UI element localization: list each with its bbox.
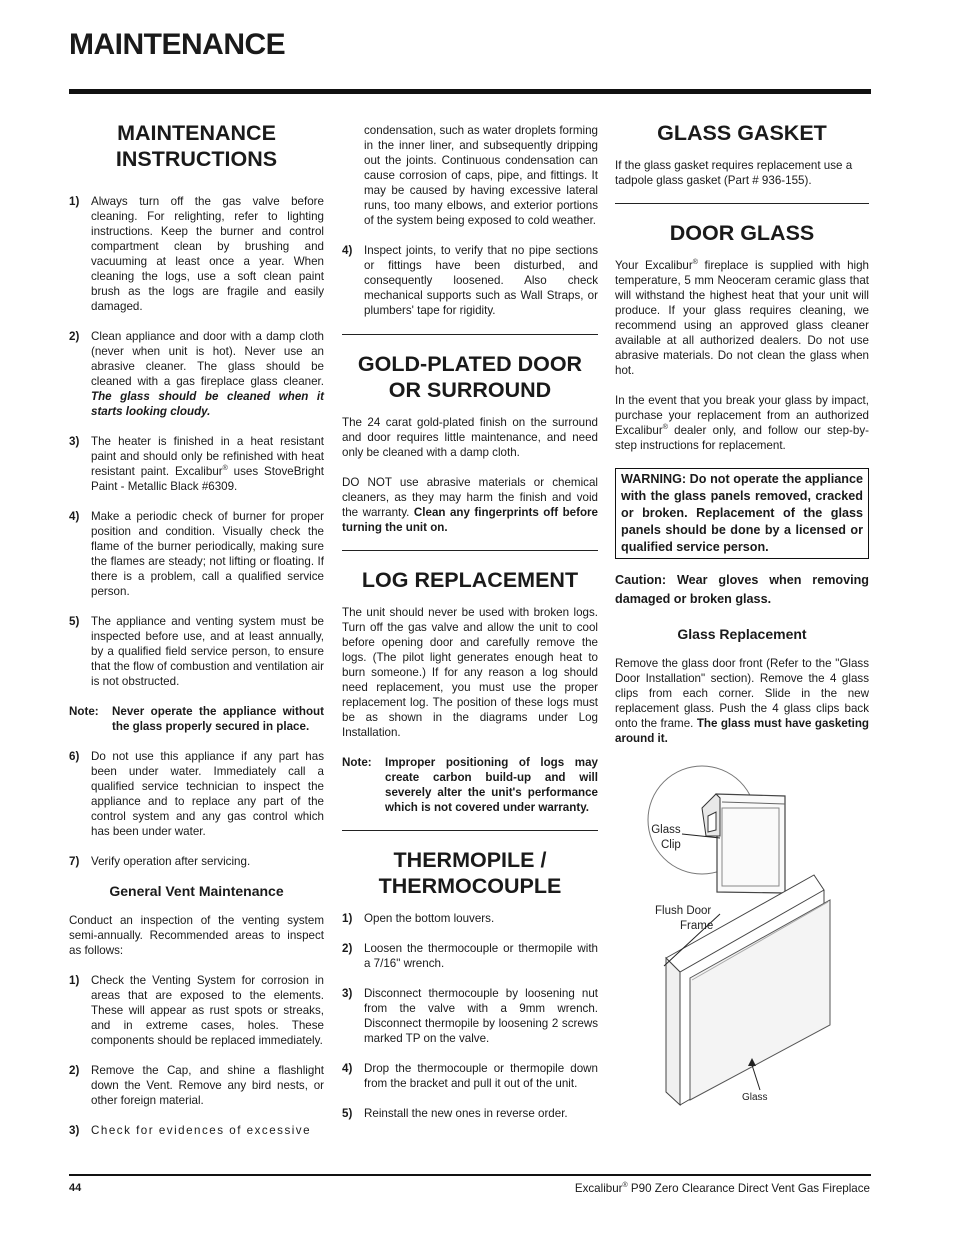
gold-plated-heading — [342, 351, 598, 403]
item-text: Inspect joints, to verify that no pipe sections or fittings have been disturbed, and consequently loosened. Also check mechanical supports such as Wall Straps, or plumbers' tape for rigidity. — [364, 244, 598, 317]
item-number: 3) — [69, 435, 80, 448]
note-text: Never operate the appliance without the glass properly secured in place. — [112, 705, 324, 733]
label-line: Glass — [651, 824, 681, 836]
maintenance-instructions-heading — [69, 120, 324, 172]
glass-label: Glass — [742, 1092, 768, 1103]
door-frame-illustration — [640, 760, 870, 1120]
item-number: 6) — [69, 750, 80, 763]
list-item — [342, 243, 598, 318]
item-text: Reinstall the new ones in reverse order. — [364, 1107, 568, 1120]
item-text: Disconnect thermocouple by loosening nut from the valve with a 9mm wrench. Disconnect thermopile by loosening 2 screws marked TP on the valve. — [364, 987, 598, 1045]
list-item — [69, 434, 324, 494]
item-number: 2) — [69, 330, 80, 343]
list-item — [69, 614, 324, 689]
registered-mark: ® — [662, 424, 668, 432]
item-number: 4) — [69, 510, 80, 523]
door-glass-heading: DOOR GLASS — [669, 221, 815, 245]
item-number: 2) — [69, 1064, 80, 1077]
list-item — [69, 509, 324, 599]
list-item — [69, 329, 324, 419]
gold-paragraph-2-text: DO NOT use abrasive materials or chemical cleaners, as they may harm the finish and void the warranty. — [342, 476, 598, 519]
gold-paragraph-1: The 24 carat gold-plated finish on the surround and door requires little maintenance, and need only be cleaned with a damp cloth. — [342, 416, 598, 459]
label-line: Flush Door — [655, 905, 712, 917]
section-divider — [615, 203, 869, 204]
section-divider — [342, 334, 598, 335]
item-text: Verify operation after servicing. — [91, 855, 251, 868]
item-text-main: Clean appliance and door with a damp cloth (never when unit is hot). Never use an abrasive cleaner. The glass should be cleaned with a gas fireplace glass cleaner. — [91, 330, 324, 388]
footer-title — [575, 1182, 870, 1195]
list-item — [69, 749, 324, 839]
registered-mark: ® — [222, 465, 228, 473]
section-divider — [342, 550, 598, 551]
item-number: 4) — [342, 244, 353, 257]
column-2 — [342, 123, 598, 1136]
glass-clip-inner — [708, 812, 716, 832]
label-line: Clip — [661, 839, 681, 851]
heading-line-2: THERMOCOUPLE — [378, 874, 562, 898]
item-text: Do not use this appliance if any part has been under water. Immediately call a qualified service technician to inspect the appliance and to replace any part of the control system and any gas control which has been under water. — [91, 750, 324, 838]
page-number: 44 — [69, 1182, 82, 1194]
door-paragraph-2-b: dealer only, and follow our step-by-step instructions for replacement. — [615, 424, 869, 452]
glass-replacement-figure — [640, 760, 870, 1120]
gold-paragraph-2 — [342, 475, 598, 535]
item-text: The appliance and venting system must be inspected before use, and at least annually, by a qualified field service person, to ensure that the flow of combustion and ventilation air is not obstructed. — [91, 615, 324, 688]
top-rule — [69, 89, 871, 94]
list-item — [69, 194, 324, 314]
vent-intro: Conduct an inspection of the venting system semi-annually. Recommended areas to inspect as follows: — [69, 914, 324, 957]
list-item — [342, 1061, 598, 1091]
door-paragraph-1-a: Your Excalibur — [615, 259, 693, 272]
note-text: Improper positioning of logs may create carbon build-up and will severely alter the unit's performance which is not covered under warranty. — [385, 756, 598, 814]
item-number: 7) — [69, 855, 80, 868]
list-item — [342, 1106, 598, 1121]
flush-door-frame-label — [655, 904, 713, 934]
column-3 — [615, 120, 869, 761]
note-label: Note: — [342, 756, 372, 769]
heading-line-2: INSTRUCTIONS — [115, 147, 278, 171]
item-text: Loosen the thermocouple or thermopile with a 7/16" wrench. — [364, 942, 598, 970]
item-text: Check the Venting System for corrosion in areas that are exposed to the elements. These will appear as rust spots or streaks, and in extreme cases, holes. These components should be replaced immediately. — [91, 974, 324, 1047]
door-paragraph-1 — [615, 258, 869, 378]
heading-line-1: MAINTENANCE — [117, 121, 276, 145]
list-item — [342, 911, 598, 926]
list-item — [69, 1063, 324, 1108]
item-number: 4) — [342, 1062, 353, 1075]
log-paragraph: The unit should never be used with broken logs. Turn off the gas valve and allow the unit to cool before opening door and carefully remove the logs. (The pilot light generates enough heat to burn someone.) If for any reason a log should need replacement, you must use the proper replacement log. The position of these logs must be as shown in the diagrams under Log Installation. — [342, 606, 598, 739]
item-number: 1) — [342, 912, 353, 925]
list-item — [69, 973, 324, 1048]
item-text: Always turn off the gas valve before cleaning. For relighting, refer to lighting instructions. Keep the burner and control compartment clean by brushing and vacuuming at least once a year. When cleaning the logs, use a soft clean paint brush as the logs are fragile and easily damaged. — [91, 195, 324, 313]
item-text: Make a periodic check of burner for proper position and condition. Visually check the flame of the burner periodically, making sure the flames are steady; not lifting or floating. If there is a problem, call a qualified service person. — [91, 510, 324, 598]
item-number: 1) — [69, 974, 80, 987]
door-paragraph-1-b: fireplace is supplied with high temperature, 5 mm Neoceram ceramic glass that will withstand the highest heat that your unit will produce. If your glass requires cleaning, we recommend using an approved glass cleaner available at all authorized dealers. Do not use abrasive materials. Do not clean the glass when hot. — [615, 259, 869, 377]
note — [69, 704, 324, 734]
replacement-paragraph — [615, 656, 869, 746]
item-number: 3) — [342, 987, 353, 1000]
item-number: 1) — [69, 195, 80, 208]
item-text-b: uses StoveBright Paint - Metallic Black #6309. — [91, 465, 324, 493]
note-label: Note: — [69, 705, 99, 718]
registered-mark: ® — [622, 1182, 628, 1190]
item-text-a: The heater is finished in a heat resistant paint and should only be refinished with heat resistant paint. Excalibur — [91, 435, 324, 478]
footer-text-b: P90 Zero Clearance Direct Vent Gas Fireplace — [627, 1182, 870, 1195]
item-text: Remove the Cap, and shine a flashlight down the Vent. Remove any bird nests, or other foreign material. — [91, 1064, 324, 1107]
footer-text-a: Excalibur — [574, 1182, 623, 1195]
item-text-emphasis: The glass should be cleaned when it starts looking cloudy. — [91, 390, 324, 418]
general-vent-maintenance-heading: General Vent Maintenance — [109, 883, 284, 899]
heading-line-1: GOLD-PLATED DOOR — [357, 352, 583, 376]
item-number: 2) — [342, 942, 353, 955]
item-number: 3) — [69, 1124, 80, 1137]
item-text: Check for evidences of excessive — [91, 1124, 312, 1137]
item-text: Drop the thermocouple or thermopile down from the bracket and pull it out of the unit. — [364, 1062, 598, 1090]
label-line: Frame — [680, 920, 714, 932]
glass-gasket-heading: GLASS GASKET — [657, 121, 827, 145]
glass-leader-line — [752, 1065, 760, 1090]
item-text — [91, 434, 324, 494]
item-number: 5) — [342, 1107, 353, 1120]
section-divider — [342, 830, 598, 831]
door-paragraph-2-a: In the event that you break your glass by impact, purchase your replacement from an authorized Excalibur — [615, 394, 869, 437]
list-item — [69, 1123, 324, 1138]
warning-box: WARNING: Do not operate the appliance with the glass panels removed, cracked or broken. Replacement of the glass panels should be done by a licensed or qualified service person. — [615, 468, 869, 559]
glass-clip-label — [651, 823, 681, 853]
item-number: 5) — [69, 615, 80, 628]
frame-left — [666, 958, 680, 1105]
gasket-paragraph: If the glass gasket requires replacement use a tadpole glass gasket (Part # 936-155). — [615, 159, 853, 187]
heading-line-2: OR SURROUND — [388, 378, 552, 402]
continued-paragraph: condensation, such as water droplets forming in the inner liner, and subsequently dripping out the joints. Continuous condensation can cause corrosion of caps, pipe, and fittings. It may be caused by having excessive lateral runs, too many elbows, and exterior portions of the system being exposed to cold weather. — [364, 124, 598, 227]
list-item — [342, 941, 598, 971]
bottom-rule — [69, 1174, 871, 1176]
column-1 — [69, 120, 324, 1153]
item-text — [91, 329, 324, 419]
replacement-text: Remove the glass door front (Refer to the "Glass Door Installation" section). Remove the 4 glass clips from each corner. Slide in the new replacement glass. Push the 4 glass clips back onto the frame. — [615, 657, 869, 730]
door-paragraph-2 — [615, 393, 869, 453]
log-replacement-heading: LOG REPLACEMENT — [361, 568, 579, 592]
heading-line-1: THERMOPILE / — [393, 848, 547, 872]
page-title: MAINTENANCE — [69, 28, 286, 61]
note — [342, 755, 598, 815]
item-text: Open the bottom louvers. — [364, 912, 495, 925]
gold-paragraph-2-bold: Clean any fingerprints off before turning the unit on. — [342, 506, 598, 534]
list-item — [69, 854, 324, 869]
list-item — [342, 986, 598, 1046]
thermopile-heading — [342, 847, 598, 899]
caution-text: Caution: Wear gloves when removing damaged or broken glass. — [615, 573, 869, 606]
registered-mark: ® — [692, 259, 698, 267]
glass-replacement-heading: Glass Replacement — [677, 626, 807, 642]
replacement-text-bold: The glass must have gasketing around it. — [615, 717, 869, 745]
